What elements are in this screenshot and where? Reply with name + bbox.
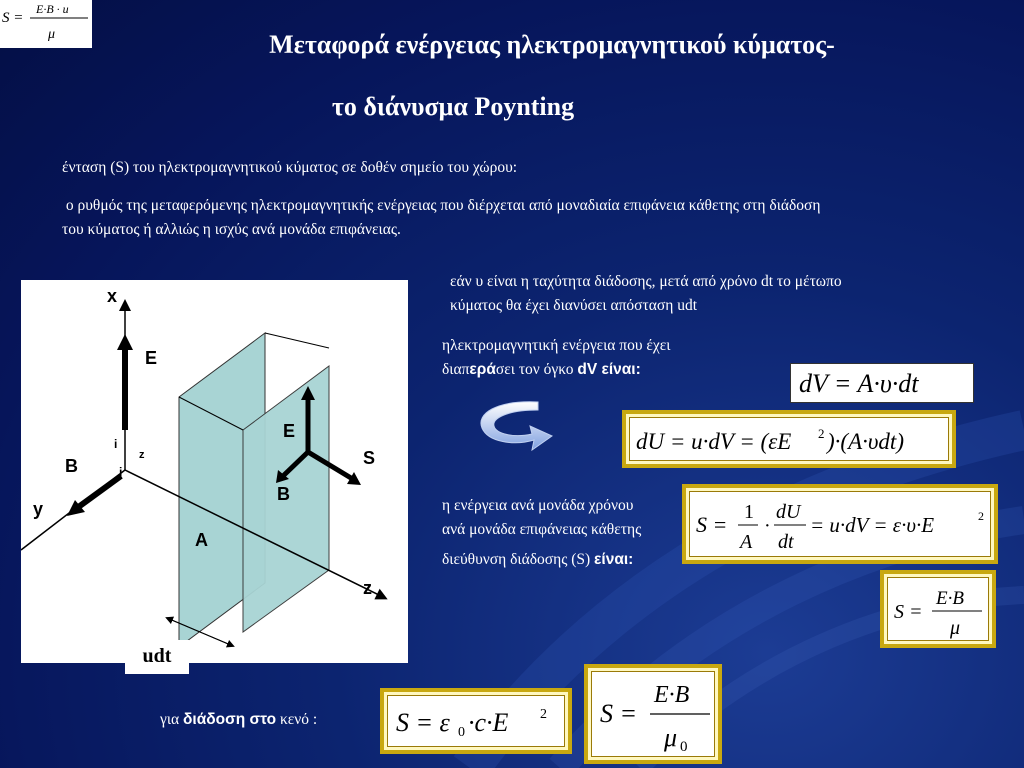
vacuum-text-b: διάδοση στο xyxy=(183,711,277,728)
formula-S-vacuum-EB xyxy=(584,664,722,764)
svg-text:μ: μ xyxy=(664,723,678,752)
svg-text:S =: S = xyxy=(696,512,728,537)
speed-line-2: κύματος θα έχει διανύσει απόσταση udt xyxy=(450,297,698,314)
svg-text:dV = A·υ·dt: dV = A·υ·dt xyxy=(799,369,919,398)
vacuum-text-c: κενό : xyxy=(276,711,318,728)
svg-text:S = ε: S = ε xyxy=(396,708,450,737)
svg-text:S =: S = xyxy=(894,601,923,623)
speed-text xyxy=(450,270,842,318)
label-y: y xyxy=(33,499,44,519)
label-B-vec: B xyxy=(277,484,290,504)
label-E-vec: E xyxy=(283,421,296,441)
formula-S-EB-mu xyxy=(880,570,996,648)
svg-text:A: A xyxy=(740,531,753,553)
intensity-explanation xyxy=(62,194,1022,242)
svg-text:·: · xyxy=(764,515,771,537)
svg-text:μ: μ xyxy=(48,27,56,42)
svg-text:E·B: E·B xyxy=(936,588,964,609)
speed-line-1: εάν υ είναι η ταχύτητα διάδοσης, μετά από χρόνο dt το μέτωπο xyxy=(450,273,842,290)
label-k: z xyxy=(139,449,145,461)
svg-text:dt: dt xyxy=(778,531,794,553)
formula-S-vacuum xyxy=(380,688,572,754)
per-unit-line-2: ανά μονάδα επιφάνειας κάθετης xyxy=(442,521,642,538)
svg-text:E·B · u: E·B · u xyxy=(36,2,69,16)
svg-text:S =: S = xyxy=(2,10,24,26)
svg-text:)·(A·υdt): )·(A·υdt) xyxy=(827,429,904,454)
svg-text:S =: S = xyxy=(600,699,638,728)
label-B-axis: B xyxy=(65,456,78,476)
svg-text:μ: μ xyxy=(950,617,961,639)
formula-S-full xyxy=(682,484,998,564)
per-unit-line-3-a: διεύθυνση διάδοσης (S) xyxy=(442,551,595,568)
poynting-diagram xyxy=(21,280,408,663)
svg-text:2: 2 xyxy=(978,509,984,523)
formula-dV xyxy=(790,363,974,403)
title-line-1: Μεταφορά ενέργειας ηλεκτρομαγνητικού κύματος- xyxy=(269,30,835,59)
svg-text:·c·E: ·c·E xyxy=(468,708,509,737)
label-i: i xyxy=(114,437,118,451)
explanation-line-2: του κύματος ή αλλιώς η ισχύς ανά μονάδα επιφάνειας. xyxy=(62,221,401,238)
label-z: z xyxy=(363,578,372,598)
per-unit-line-1: η ενέργεια ανά μονάδα χρόνου xyxy=(442,497,634,514)
svg-text:= u·dV = ε·υ·E: = u·dV = ε·υ·E xyxy=(810,513,935,537)
explanation-line-1: ο ρυθμός της μεταφερόμενης ηλεκτρομαγνητικής ενέργειας που διέρχεται από μοναδιαία επιφάνεια κάθετης στη διάδοση xyxy=(62,197,821,214)
per-unit-line-3-b: είναι: xyxy=(594,551,634,568)
per-unit-line-3 xyxy=(442,548,641,572)
energy-line-2-a: διαπ xyxy=(442,361,470,378)
udt-label: udt xyxy=(125,640,189,674)
title-line-2: το διάνυσμα Poynting xyxy=(331,92,575,121)
vacuum-text xyxy=(160,708,317,732)
formula-dU xyxy=(622,410,956,468)
svg-text:0: 0 xyxy=(458,725,465,740)
svg-text:dU: dU xyxy=(776,501,801,523)
intensity-definition: ένταση (S) του ηλεκτρομαγνητικού κύματος σε δοθέν σημείο του χώρου: xyxy=(62,159,518,176)
svg-text:dU = u·dV = (εE: dU = u·dV = (εE xyxy=(636,429,792,454)
label-j: j xyxy=(119,465,123,479)
label-E-axis: E xyxy=(145,348,158,368)
label-x: x xyxy=(107,286,118,306)
svg-text:E·B: E·B xyxy=(654,682,690,708)
per-unit-text xyxy=(442,494,641,572)
label-A: A xyxy=(195,530,208,550)
svg-text:2: 2 xyxy=(818,426,825,441)
svg-text:1: 1 xyxy=(744,501,754,523)
energy-line-2-d: dV είναι: xyxy=(577,361,641,378)
energy-text xyxy=(442,334,670,382)
energy-line-2-c: σει τον όγκο xyxy=(495,361,578,378)
curved-arrow-icon xyxy=(476,396,556,458)
label-S-vec: S xyxy=(363,448,376,468)
svg-text:0: 0 xyxy=(680,739,688,755)
vacuum-text-a: για xyxy=(160,711,184,728)
energy-line-2-b: ερά xyxy=(469,361,496,378)
energy-line-1: ηλεκτρομαγνητική ενέργεια που έχει xyxy=(442,337,671,354)
svg-text:2: 2 xyxy=(540,707,547,722)
energy-line-2 xyxy=(442,358,670,382)
